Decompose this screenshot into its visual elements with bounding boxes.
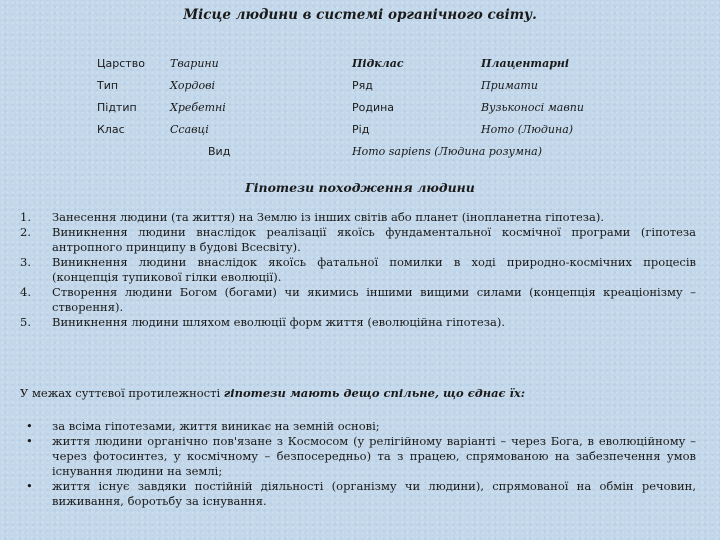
list-item-text: Виникнення людини шляхом еволюції форм життя (еволюційна гіпотеза).	[52, 315, 505, 329]
list-item	[20, 225, 696, 255]
list-item	[20, 315, 696, 330]
common-features-list	[20, 419, 696, 509]
bullet-icon: •	[26, 419, 33, 433]
taxonomy-value-class: Ссавці	[170, 123, 209, 136]
list-item-text: Виникнення людини внаслідок реалізації якоїсь фундаментальної космічної програми (гіпотеза антропного принципу в будові Всесвіту).	[52, 225, 696, 254]
taxonomy-value-kingdom: Тварини	[170, 57, 219, 70]
list-number: 2.	[20, 225, 31, 239]
bullet-icon: •	[26, 434, 33, 448]
hypotheses-list	[20, 210, 696, 330]
taxonomy-value-order: Примати	[481, 79, 538, 92]
list-item	[20, 255, 696, 285]
hypotheses-title: Гіпотези походження людини	[245, 180, 475, 195]
list-number: 3.	[20, 255, 31, 269]
taxonomy-rank-family: Родина	[352, 101, 395, 114]
taxonomy-rank-order: Ряд	[352, 79, 373, 92]
list-item-text: Занесення людини (та життя) на Землю із інших світів або планет (інопланетна гіпотеза).	[52, 210, 605, 224]
list-item-text: за всіма гіпотезами, життя виникає на земній основі;	[52, 419, 380, 433]
taxonomy-value-genus: Homo (Людина)	[481, 123, 574, 136]
taxonomy-rank-genus: Рід	[352, 123, 370, 136]
taxonomy-value-species: Homo sapiens (Людина розумна)	[352, 145, 543, 158]
taxonomy-rank-phylum: Тип	[97, 79, 119, 92]
taxonomy-value-subclass: Плацентарні	[481, 57, 570, 70]
list-item	[20, 210, 696, 225]
list-number: 4.	[20, 285, 31, 299]
taxonomy-rank-subphylum: Підтип	[97, 101, 137, 114]
common-intro	[20, 386, 710, 400]
list-item	[20, 479, 696, 509]
bullet-icon: •	[26, 479, 33, 493]
list-item-text: життя існує завдяки постійній діяльності (організму чи людини), спрямованої на обмін речовин, виживання, боротьбу за існування.	[52, 479, 696, 508]
taxonomy-rank-kingdom: Царство	[97, 57, 145, 70]
list-item	[20, 419, 696, 434]
list-item-text: Виникнення людини внаслідок якоїсь фатальної помилки в ході природно-космічних процесів (концепція тупикової гілки еволюції).	[52, 255, 696, 284]
common-intro-plain: У межах суттєвої протилежності	[20, 386, 224, 400]
list-item	[20, 285, 696, 315]
taxonomy-value-family: Вузьконосі мавпи	[481, 101, 584, 114]
common-intro-emphasis: гіпотези мають дещо спільне, що єднає їх:	[223, 386, 526, 400]
taxonomy-value-phylum: Хордові	[170, 79, 216, 92]
list-item	[20, 434, 696, 479]
taxonomy-rank-subclass: Підклас	[352, 57, 404, 70]
taxonomy-rank-class: Клас	[97, 123, 125, 136]
list-number: 1.	[20, 210, 31, 224]
slide-title: Місце людини в системі органічного світу.	[183, 7, 537, 23]
list-number: 5.	[20, 315, 31, 329]
taxonomy-rank-species: Вид	[208, 145, 231, 158]
list-item-text: життя людини органічно пов'язане з Космосом (у релігійному варіанті – через Бога, в еволюційному – через фотосинтез, у космічному – безпосередньо) та з працею, спрямованою на забезпечення умов існування людини на землі;	[52, 434, 696, 478]
list-item-text: Створення людини Богом (богами) чи якимись іншими вищими силами (концепція креаціонізму – створення).	[52, 285, 696, 314]
taxonomy-value-subphylum: Хребетні	[170, 101, 226, 114]
